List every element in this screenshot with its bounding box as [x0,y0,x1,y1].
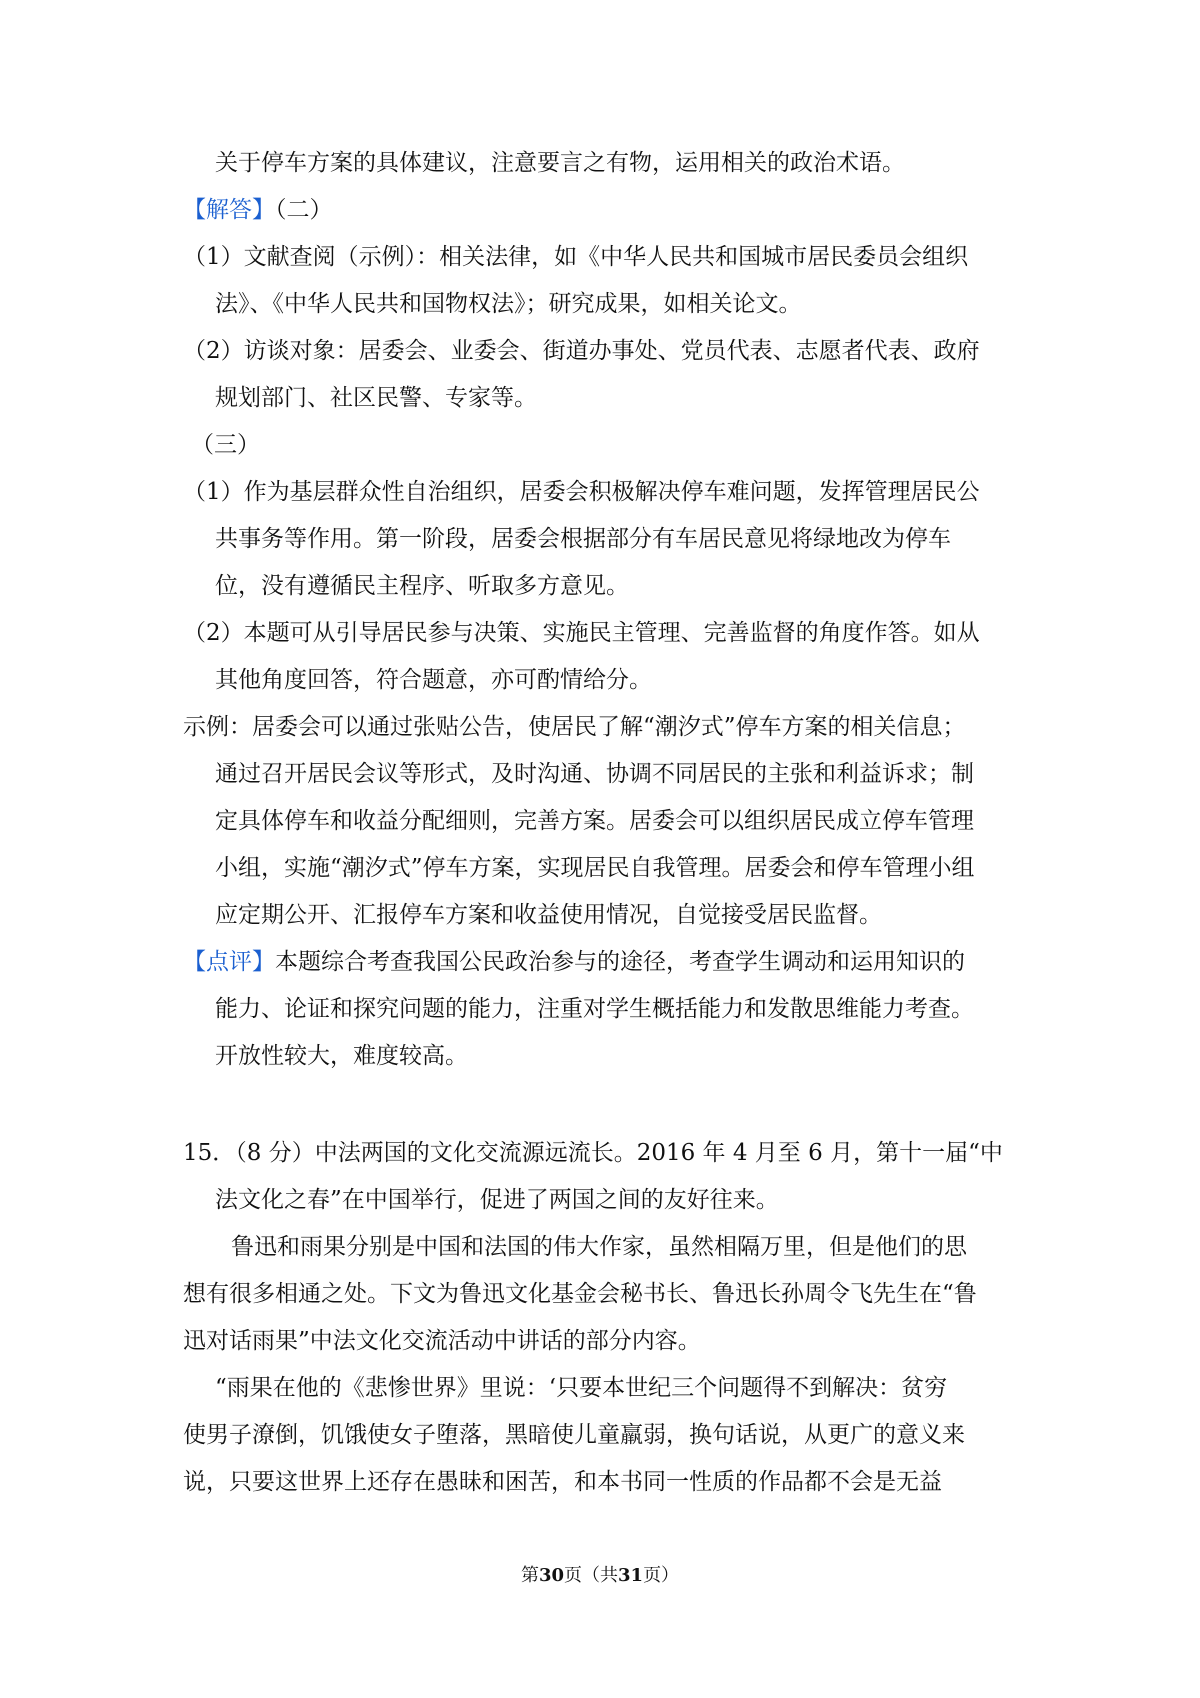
footer-prefix: 第 [520,1565,539,1586]
footer-suffix: 页） [643,1565,680,1586]
page-number: 30 [538,1565,564,1586]
text-line: 说，只要这世界上还存在愚昧和困苦，和本书同一性质的作品都不会是无益 [183,1469,942,1495]
paragraph-line: 鲁迅和雨果分别是中国和法国的伟大作家，虽然相隔万里，但是他们的思 [231,1234,967,1260]
total-pages: 31 [618,1565,644,1586]
text-line: （1）文献查阅（示例）：相关法律，如《中华人民共和国城市居民委员会组织 [183,244,969,270]
text-line: 共事务等作用。第一阶段，居委会根据部分有车居民意见将绿地改为停车 [215,526,951,552]
text-line: 其他角度回答，符合题意，亦可酌情给分。 [215,667,652,693]
text-line: 开放性较大，难度较高。 [215,1043,468,1069]
text-line: 应定期公开、汇报停车方案和收益使用情况，自觉接受居民监督。 [215,902,882,928]
text-line: （1）作为基层群众性自治组织，居委会积极解决停车难问题，发挥管理居民公 [183,479,980,505]
text-line: 法文化之春”在中国举行，促进了两国之间的友好往来。 [215,1187,779,1213]
comment-text: 本题综合考查我国公民政治参与的途径，考查学生调动和运用知识的 [275,949,965,975]
answer-heading-line [183,187,1023,234]
text-line: 使男子潦倒，饥饿使女子堕落，黑暗使儿童羸弱，换句话说，从更广的意义来 [183,1422,965,1448]
footer-mid: 页（共 [564,1565,618,1586]
answer-section-label: （二） [275,197,333,223]
comment-heading-line [183,939,1023,986]
text-line: 迅对话雨果”中法文化交流活动中讲话的部分内容。 [183,1328,701,1354]
text-line: 关于停车方案的具体建议，注意要言之有物，运用相关的政治术语。 [215,150,905,176]
text-line: 示例：居委会可以通过张贴公告，使居民了解“潮汐式”停车方案的相关信息； [183,714,966,740]
spacer [183,1080,1023,1130]
text-line: 法》、《中华人民共和国物权法》；研究成果，如相关论文。 [215,291,802,317]
text-line: 小组，实施“潮汐式”停车方案，实现居民自我管理。居委会和停车管理小组 [215,855,975,881]
paragraph-line: “雨果在他的《悲惨世界》里说：‘只要本世纪三个问题得不到解决：贫穷 [215,1375,948,1401]
page-footer [0,1561,1200,1587]
text-line: 位，没有遵循民主程序、听取多方意见。 [215,573,629,599]
text-line: （2）访谈对象：居委会、业委会、街道办事处、党员代表、志愿者代表、政府 [183,338,980,364]
text-line: （2）本题可从引导居民参与决策、实施民主管理、完善监督的角度作答。如从 [183,620,980,646]
text-line: 定具体停车和收益分配细则，完善方案。居委会可以组织居民成立停车管理 [215,808,974,834]
text-line: 规划部门、社区民警、专家等。 [215,385,537,411]
text-line: 想有很多相通之处。下文为鲁迅文化基金会秘书长、鲁迅长孙周令飞先生在“鲁 [183,1281,977,1307]
answer-tag: 【解答】 [183,197,275,223]
text-line: 能力、论证和探究问题的能力，注重对学生概括能力和发散思维能力考查。 [215,996,974,1022]
section-label: （三） [191,432,260,458]
comment-tag: 【点评】 [183,949,275,975]
question-line: 15．（8 分）中法两国的文化交流源远流长。2016 年 4 月至 6 月，第十一届“中 [183,1140,1003,1166]
text-line: 通过召开居民会议等形式，及时沟通、协调不同居民的主张和利益诉求；制 [215,761,974,787]
document-body [183,140,1023,1506]
